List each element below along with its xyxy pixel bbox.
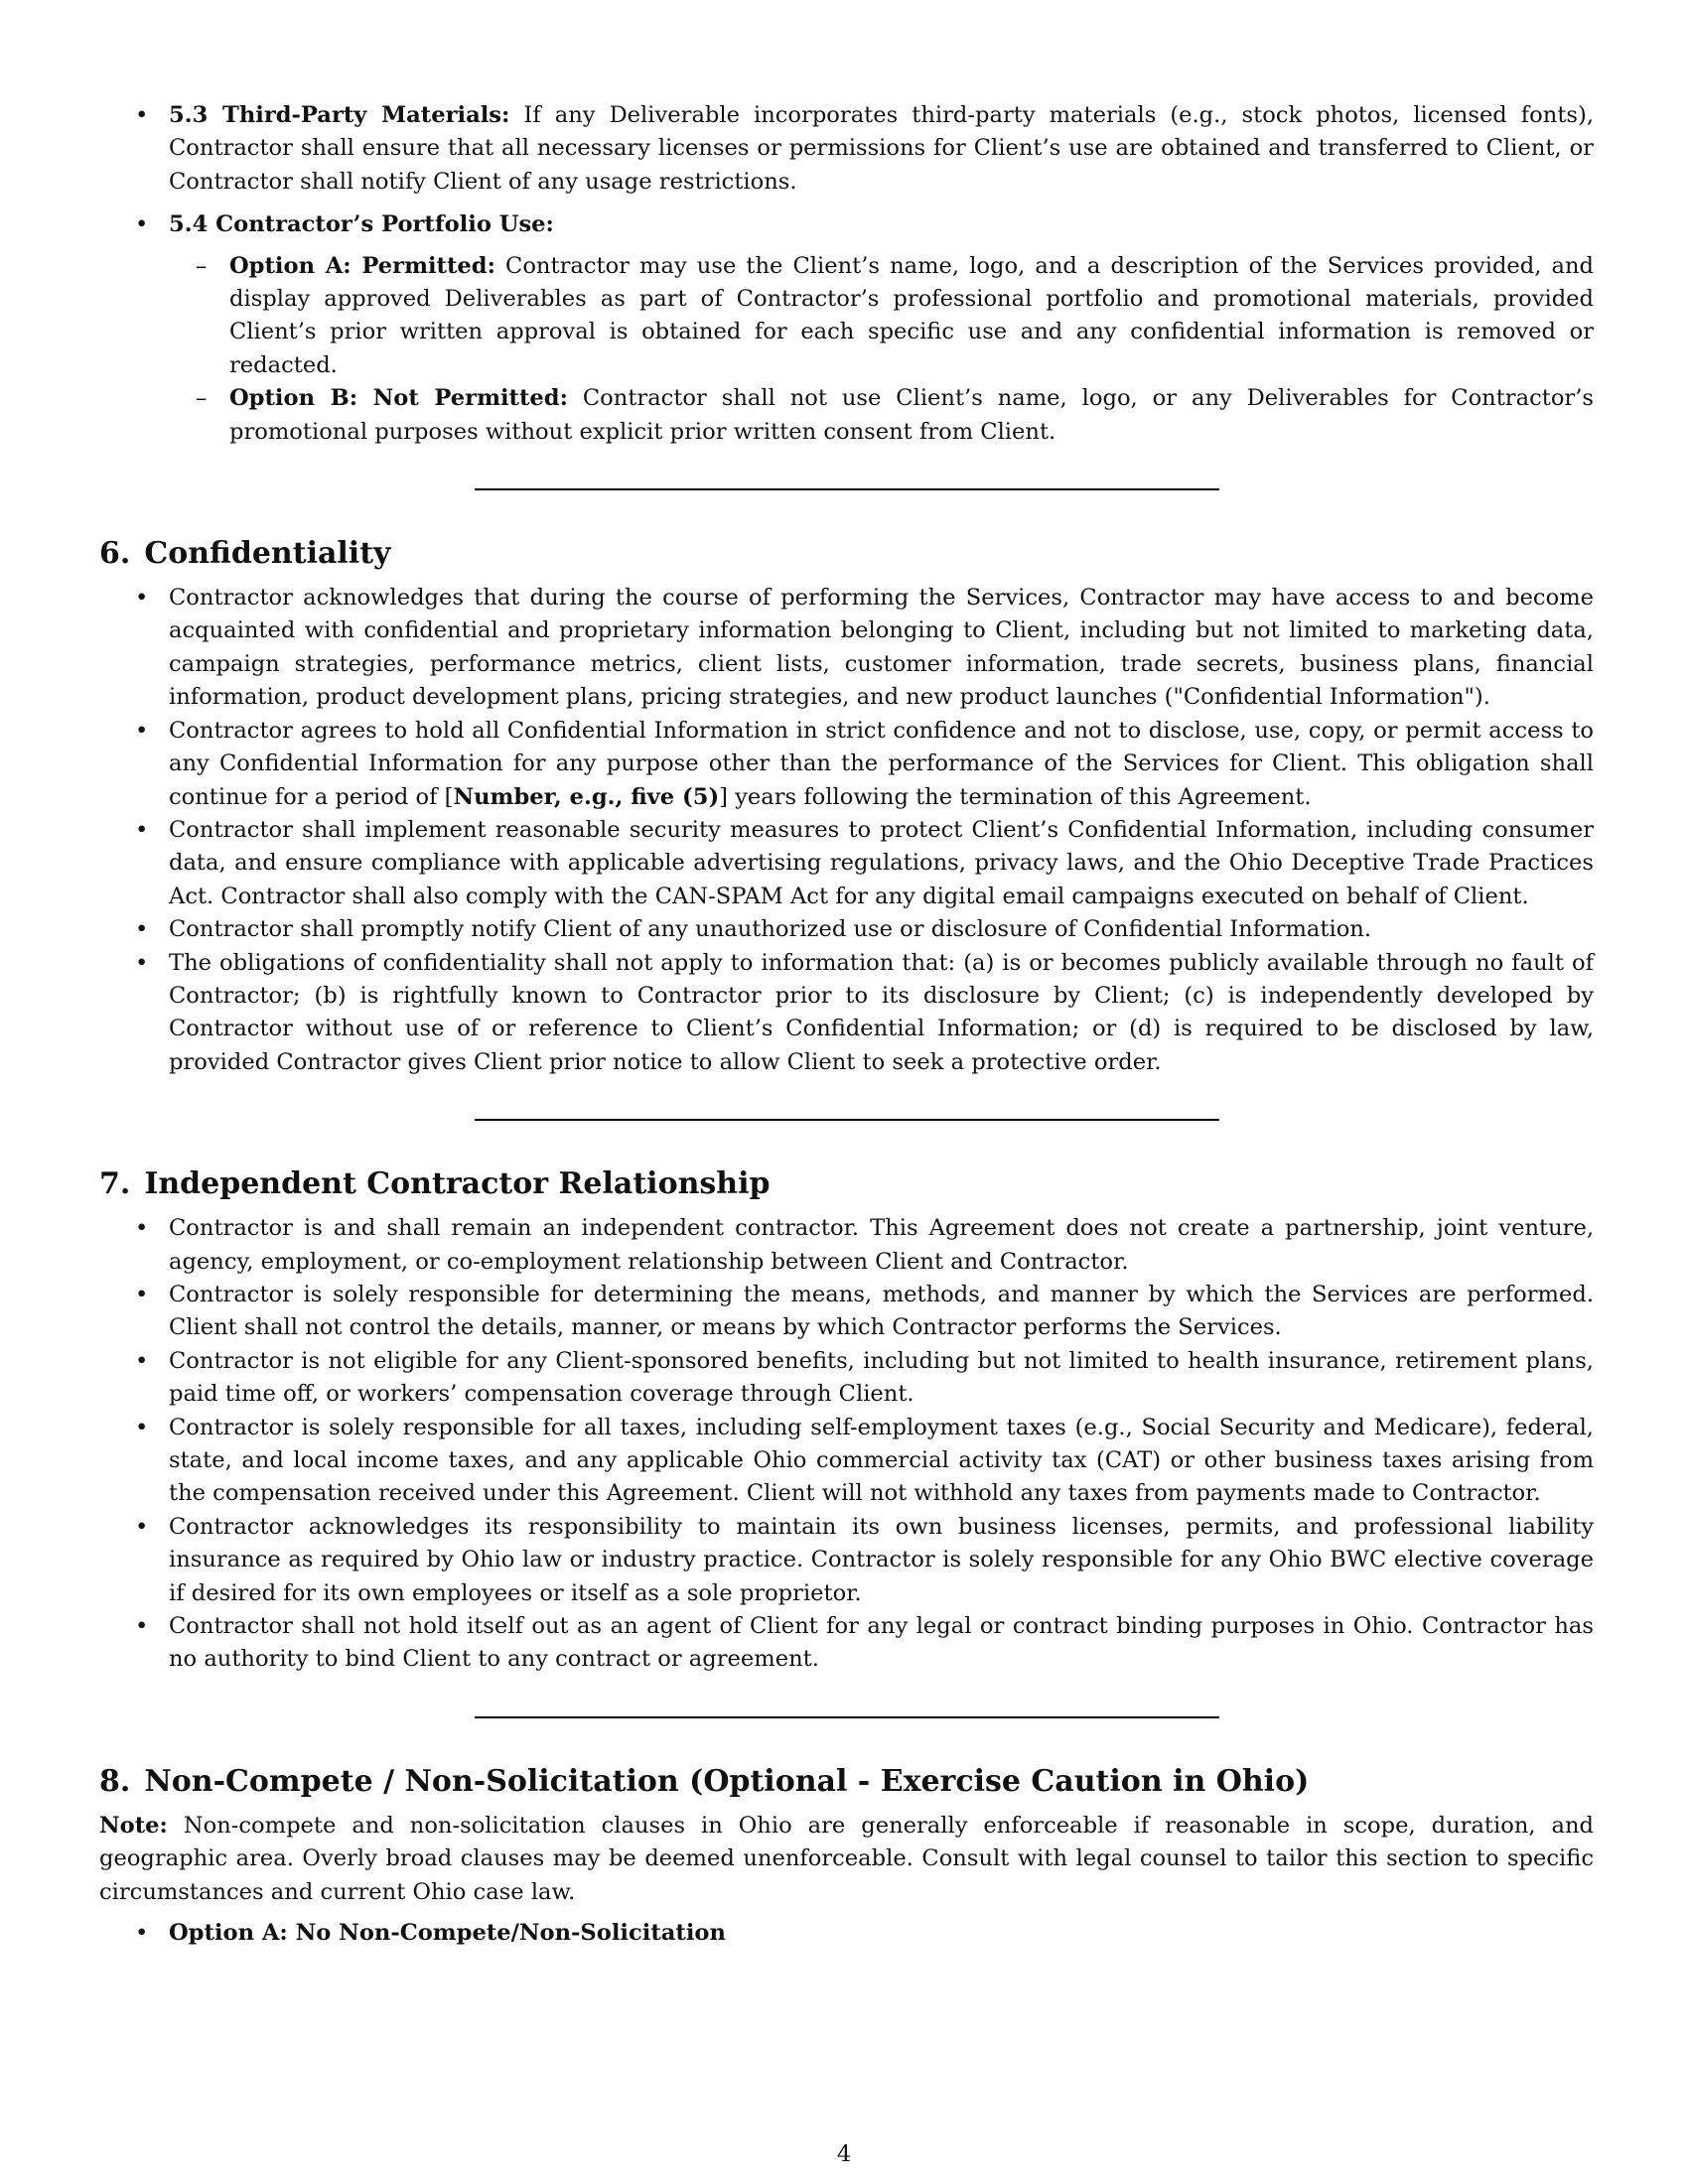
section-7-list [99,1212,1594,1677]
list-item: • Contractor is and shall remain an independent contractor. This Agreement does not create a partnership, joint venture, agency, employment, or co-employment relationship between Client and Contractor. [99,1212,1594,1279]
option-label: Option B: Not Permitted: [229,385,568,412]
item-text: If any Deliverable incorporates third-party materials (e.g., stock photos, licensed fonts), Contractor shall ensure that all necessary licenses or permissions for Client’s use are obtained and transferred to Client, or Contractor shall notify Client of any usage restrictions. [169,102,1594,195]
section-number: 6. [99,536,131,572]
section-number: 8. [99,1763,131,1799]
list-item: • Contractor is solely responsible for determining the means, methods, and manner by which the Services are performed. Client shall not control the details, manner, or means by which Contractor performs the Services. [99,1279,1594,1345]
option-text: Contractor may use the Client’s name, logo, and a description of the Services provided, and display approved Deliverables as part of Contractor’s professional portfolio and promotional materials, provided Client’s prior written approval is obtained for each specific use and any confidential information is removed or redacted. [229,252,1594,378]
section-title: Confidentiality [144,536,391,572]
list-item: • Contractor shall implement reasonable security measures to protect Client’s Confidential Information, including consumer data, and ensure compliance with applicable advertising regulations, privacy laws, and the Ohio Deceptive Trade Practices Act. Contractor shall also comply with the CAN-SPAM Act for any digital email campaigns executed on behalf of Client. [99,814,1594,913]
item-text: Contractor agrees to hold all Confidential Information in strict confidence and not to disclose, use, copy, or permit access to any Confidential Information for any purpose other than the performance of the Services for Client. This obligation shall continue for a period of [ [169,717,1594,810]
section-divider [475,488,1219,490]
section-divider [475,1119,1219,1121]
section-title: Non-Compete / Non-Solicitation (Optional - Exercise Caution in Ohio) [144,1763,1310,1799]
portfolio-options-list [169,250,1594,449]
section-8-list [99,1917,1594,1950]
list-item [99,715,1594,814]
list-item: • Contractor acknowledges that during the course of performing the Services, Contractor may have access to and become acquainted with confidential and proprietary information belonging to Client, including but not limited to marketing data, campaign strategies, performance metrics, client lists, customer information, trade secrets, business plans, financial information, product development plans, pricing strategies, and new product launches ("Confidential Information"). [99,582,1594,715]
note-text: Non-compete and non-solicitation clauses in Ohio are generally enforceable if reasonable in scope, duration, and geographic area. Overly broad clauses may be deemed unenforceable. Consult with legal counsel to tailor this section to specific circumstances and current Ohio case law. [99,1812,1595,1905]
list-item: • Contractor acknowledges its responsibility to maintain its own business licenses, permits, and professional liability insurance as required by Ohio law or industry practice. Contractor is solely responsible for any Ohio BWC elective coverage if desired for its own employees or itself as a sole proprietor. [99,1511,1594,1610]
document-page [99,99,1594,1950]
list-item: • Contractor is solely responsible for all taxes, including self-employment taxes (e.g., Social Security and Medicare), federal, state, and local income taxes, and any applicable Ohio commercial activity tax (CAT) or other business taxes arising from the compensation received under this Agreement. Client will not withhold any taxes from payments made to Contractor. [99,1412,1594,1511]
note-label: Note: [99,1812,168,1839]
option-label: Option A: Permitted: [229,252,495,279]
section-heading-independent-contractor [99,1164,1594,1204]
section-6-list [99,582,1594,1079]
option-text: Contractor shall not use Client’s name, logo, or any Deliverables for Contractor’s promotional purposes without explicit prior written consent from Client. [229,385,1594,445]
option-a-item [169,250,1594,383]
list-item-5-3 [99,99,1594,199]
list-item: • Contractor shall not hold itself out as an agent of Client for any legal or contract binding purposes in Ohio. Contractor has no authority to bind Client to any contract or agreement. [99,1610,1594,1677]
list-item: • The obligations of confidentiality shall not apply to information that: (a) is or becomes publicly available through no fault of Contractor; (b) is rightfully known to Contractor prior to its disclosure by Client; (c) is independently developed by Contractor without use of or reference to Client’s Confidential Information; or (d) is required to be disclosed by law, provided Contractor gives Client prior notice to allow Client to seek a protective order. [99,947,1594,1080]
note-paragraph [99,1810,1594,1909]
section-title: Independent Contractor Relationship [144,1166,771,1202]
section-number: 7. [99,1166,131,1202]
list-item: • Contractor is not eligible for any Client-sponsored benefits, including but not limited to health insurance, retirement plans, paid time off, or workers’ compensation coverage through Client. [99,1345,1594,1412]
section-heading-confidentiality [99,534,1594,574]
option-label: Option A: No Non-Compete/Non-Solicitation [169,1920,726,1947]
section-5-list [99,99,1594,449]
option-b-item [169,382,1594,449]
placeholder-term: Number, e.g., five (5) [453,783,720,810]
list-item: • Contractor shall promptly notify Client of any unauthorized use or disclosure of Confidential Information. [99,913,1594,946]
section-heading-non-compete [99,1762,1594,1802]
item-text: ] years following the termination of this Agreement. [719,783,1312,810]
page-number: 4 [836,2141,852,2167]
list-item [99,1917,1594,1950]
section-divider [475,1716,1219,1718]
item-label: 5.4 Contractor’s Portfolio Use: [169,211,554,238]
item-label: 5.3 Third-Party Materials: [169,102,510,128]
list-item-5-4 [99,208,1594,449]
